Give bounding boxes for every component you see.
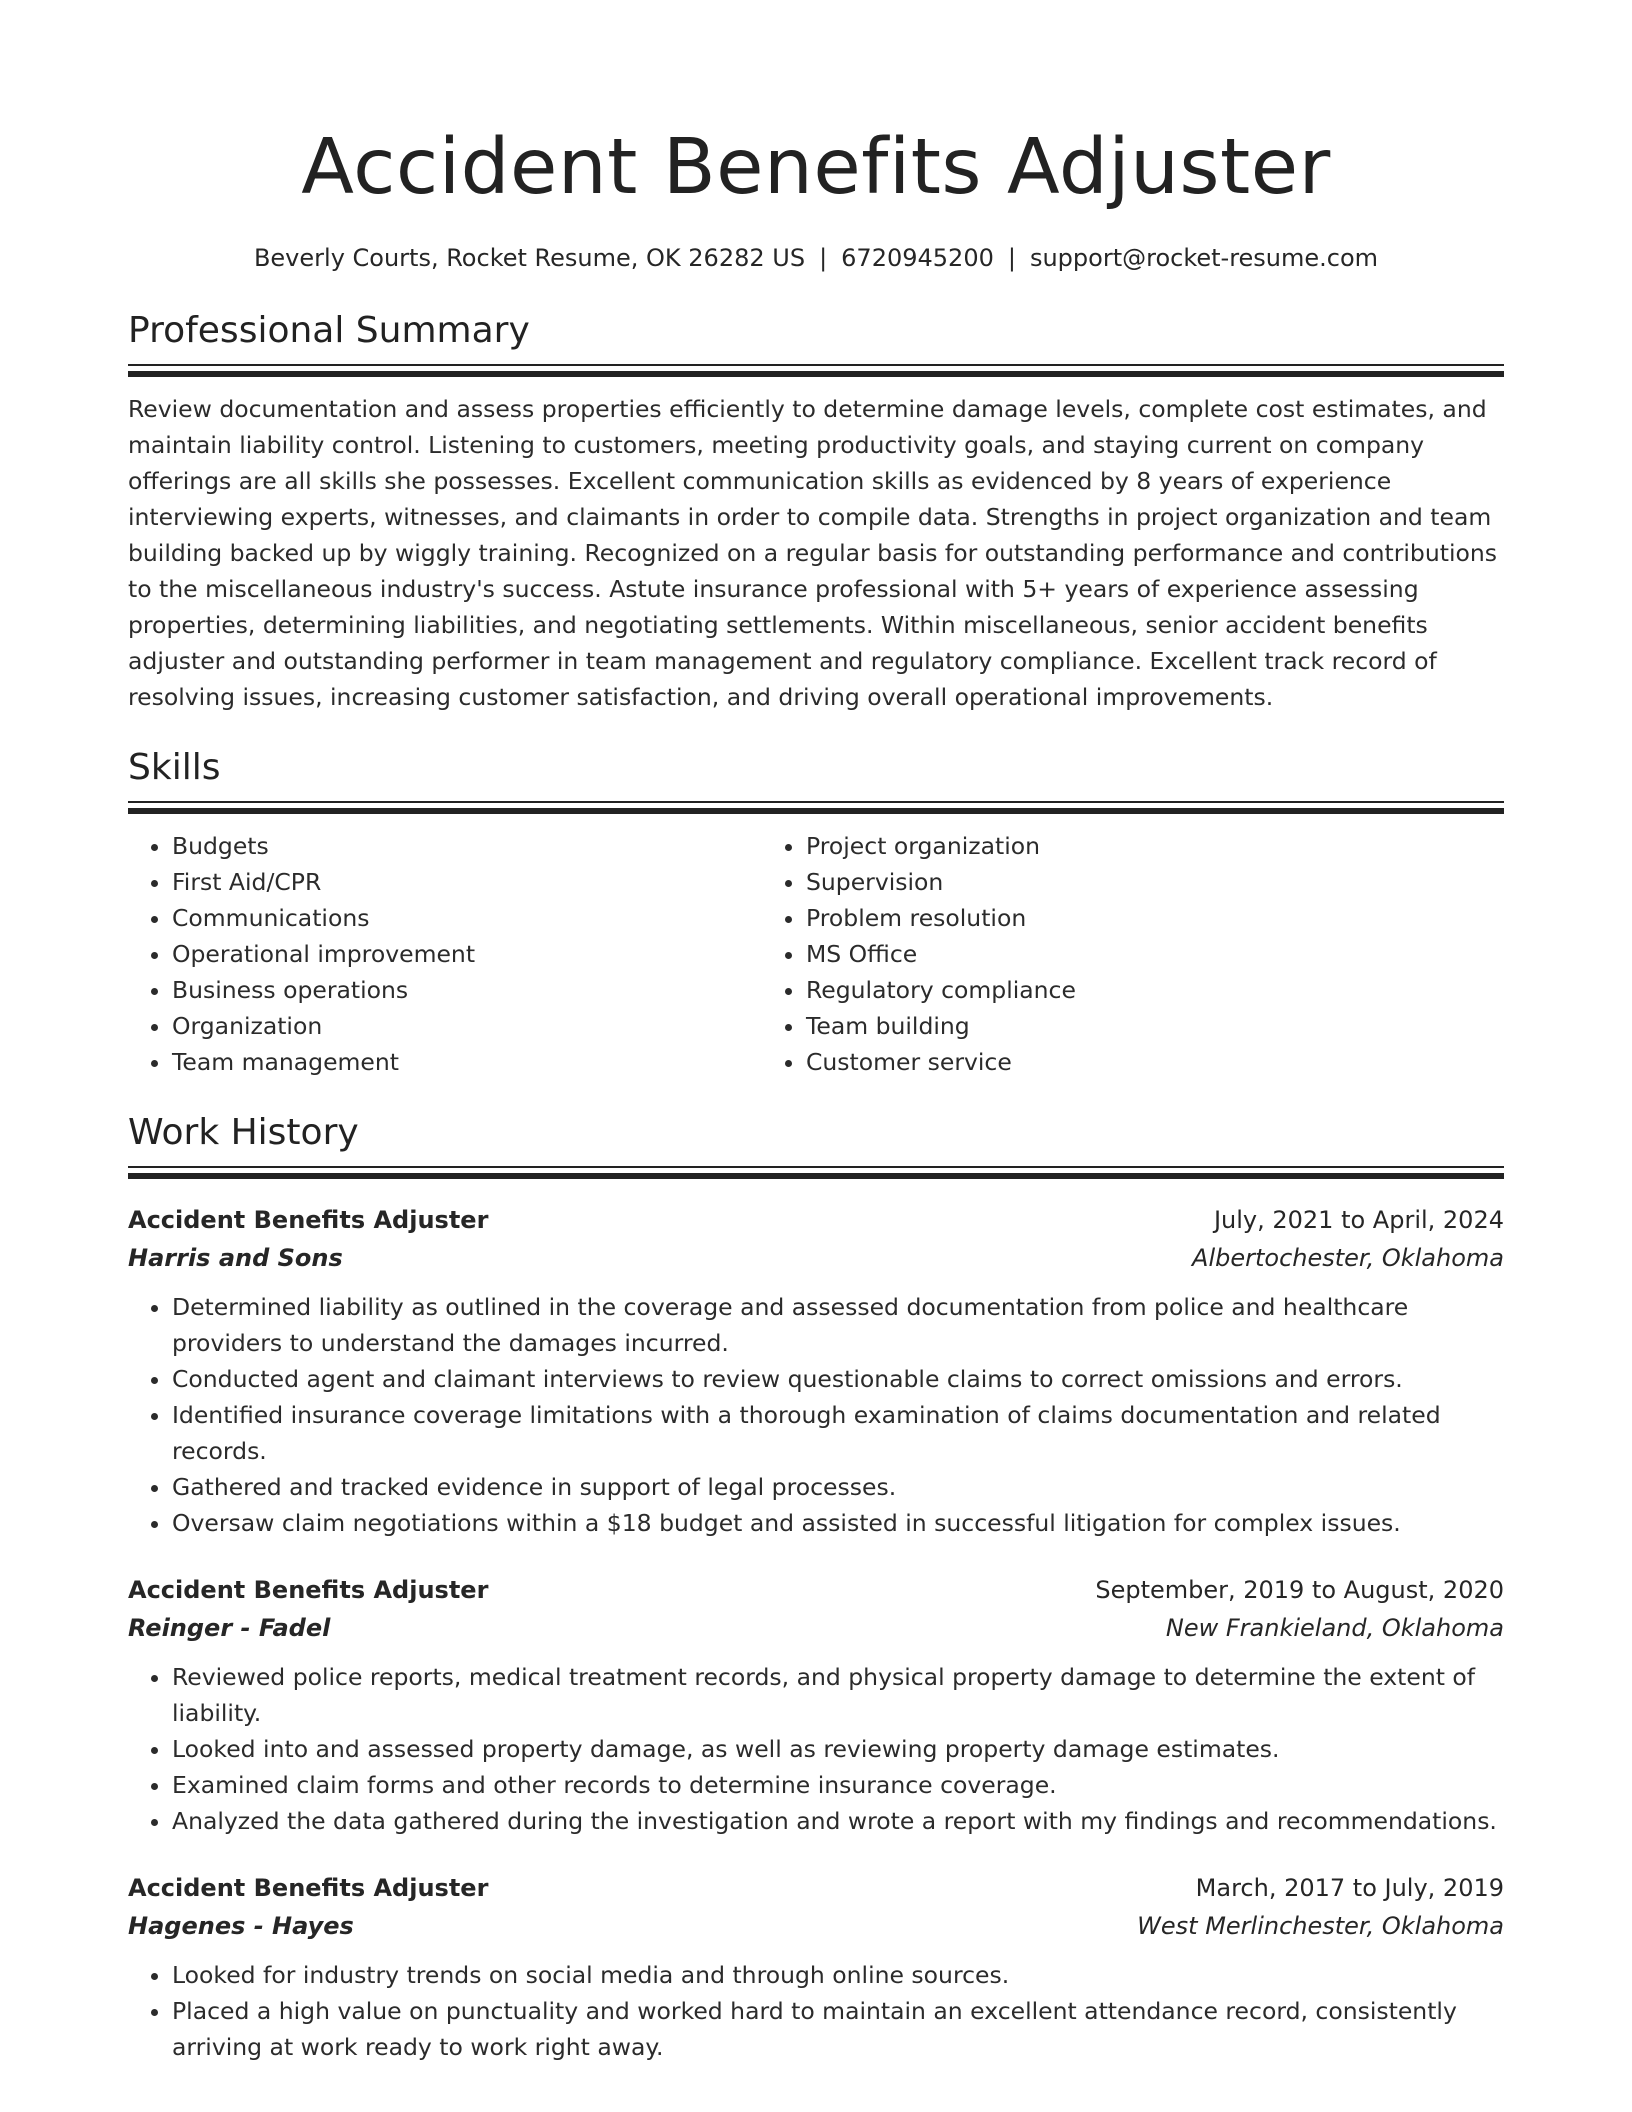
- job-duty-item: • Identified insurance coverage limitations with a thorough examination of claims documentation and related records.: [172, 1397, 1504, 1469]
- job-title: Accident Benefits Adjuster: [128, 1874, 489, 1902]
- job-employer-row: [128, 1907, 1504, 1945]
- job-entry: [128, 1571, 1504, 1839]
- section-divider-thin: [128, 364, 1504, 366]
- job-dates: July, 2021 to April, 2024: [1213, 1206, 1504, 1234]
- section-divider-thick: [128, 808, 1504, 814]
- job-dates: March, 2017 to July, 2019: [1195, 1874, 1504, 1902]
- skills-columns: [128, 828, 1504, 1080]
- contact-address: Beverly Courts, Rocket Resume, OK 26282 US: [253, 244, 806, 272]
- contact-separator: |: [1007, 244, 1016, 272]
- skill-item: • Team building: [806, 1008, 1396, 1044]
- job-title: Accident Benefits Adjuster: [128, 1576, 489, 1604]
- job-location: Albertochester, Oklahoma: [1192, 1244, 1504, 1272]
- job-title: Accident Benefits Adjuster: [128, 1206, 489, 1234]
- skill-item: • Budgets: [172, 828, 762, 864]
- summary-section: [128, 308, 1504, 715]
- contact-line: [128, 242, 1504, 274]
- job-entry: [128, 1869, 1504, 2065]
- job-header-row: [128, 1869, 1504, 1907]
- job-duties-list: [128, 1659, 1504, 1839]
- skill-item: • Regulatory compliance: [806, 972, 1396, 1008]
- skills-heading: Skills: [128, 747, 221, 788]
- skills-list-left: [128, 828, 762, 1080]
- skill-item: • MS Office: [806, 936, 1396, 972]
- job-company: Reinger - Fadel: [128, 1614, 331, 1642]
- skill-item: • Team management: [172, 1044, 762, 1080]
- job-company: Harris and Sons: [128, 1244, 343, 1272]
- section-divider-thin: [128, 801, 1504, 803]
- resume-name: Accident Benefits Adjuster: [301, 123, 1331, 212]
- job-duty-item: • Oversaw claim negotiations within a $18 budget and assisted in successful litigation for complex issues.: [172, 1505, 1504, 1541]
- job-duty-item: • Examined claim forms and other records to determine insurance coverage.: [172, 1767, 1504, 1803]
- job-header-row: [128, 1201, 1504, 1239]
- skill-item: • Supervision: [806, 864, 1396, 900]
- job-location: New Frankieland, Oklahoma: [1165, 1614, 1504, 1642]
- skill-item: • Communications: [172, 900, 762, 936]
- job-duty-item: • Analyzed the data gathered during the investigation and wrote a report with my findings and recommendations.: [172, 1803, 1504, 1839]
- summary-heading: Professional Summary: [128, 310, 530, 351]
- skill-item: • Operational improvement: [172, 936, 762, 972]
- job-duty-item: • Looked into and assessed property damage, as well as reviewing property damage estimates.: [172, 1731, 1504, 1767]
- job-duty-item: • Gathered and tracked evidence in support of legal processes.: [172, 1469, 1504, 1505]
- skill-item: • Customer service: [806, 1044, 1396, 1080]
- job-duty-item: • Reviewed police reports, medical treatment records, and physical property damage to determine the extent of liability.: [172, 1659, 1504, 1731]
- skills-list-right: [762, 828, 1396, 1080]
- job-duties-list: [128, 1289, 1504, 1541]
- section-divider-thick: [128, 371, 1504, 377]
- job-duty-item: • Determined liability as outlined in the coverage and assessed documentation from police and healthcare providers to understand the damages incurred.: [172, 1289, 1504, 1361]
- job-entry: [128, 1201, 1504, 1541]
- summary-text: Review documentation and assess properties efficiently to determine damage levels, complete cost estimates, and maintain liability control. Listening to customers, meeting productivity goals, and staying current on company offerings are all skills she possesses. Excellent communication skills as evidenced by 8 years of experience interviewing experts, witnesses, and claimants in order to compile data. Strengths in project organization and team building backed up by wiggly training. Recognized on a regular basis for outstanding performance and contributions to the miscellaneous industry's success. Astute insurance professional with 5+ years of experience assessing properties, determining liabilities, and negotiating settlements. Within miscellaneous, senior accident benefits adjuster and outstanding performer in team management and regulatory compliance. Excellent track record of resolving issues, increasing customer satisfaction, and driving overall operational improvements.: [128, 395, 1498, 711]
- work-history-heading: Work History: [128, 1112, 359, 1153]
- contact-phone: 6720945200: [841, 244, 994, 272]
- skill-item: • Business operations: [172, 972, 762, 1008]
- job-employer-row: [128, 1609, 1504, 1647]
- job-employer-row: [128, 1239, 1504, 1277]
- skill-item: • First Aid/CPR: [172, 864, 762, 900]
- work-history-section: [128, 1110, 1504, 2065]
- skills-section: [128, 745, 1504, 1080]
- skill-item: • Problem resolution: [806, 900, 1396, 936]
- job-dates: September, 2019 to August, 2020: [1095, 1576, 1504, 1604]
- section-divider-thin: [128, 1166, 1504, 1168]
- job-duties-list: [128, 1957, 1504, 2065]
- job-header-row: [128, 1571, 1504, 1609]
- contact-separator: |: [819, 244, 828, 272]
- job-company: Hagenes - Hayes: [128, 1912, 354, 1940]
- contact-email: support@rocket-resume.com: [1029, 244, 1379, 272]
- job-duty-item: • Placed a high value on punctuality and worked hard to maintain an excellent attendance record, consistently arriving at work ready to work right away.: [172, 1993, 1504, 2065]
- job-location: West Merlinchester, Oklahoma: [1137, 1912, 1504, 1940]
- section-divider-thick: [128, 1173, 1504, 1179]
- job-duty-item: • Conducted agent and claimant interviews to review questionable claims to correct omissions and errors.: [172, 1361, 1504, 1397]
- job-duty-item: • Looked for industry trends on social media and through online sources.: [172, 1957, 1504, 1993]
- skill-item: • Project organization: [806, 828, 1396, 864]
- skill-item: • Organization: [172, 1008, 762, 1044]
